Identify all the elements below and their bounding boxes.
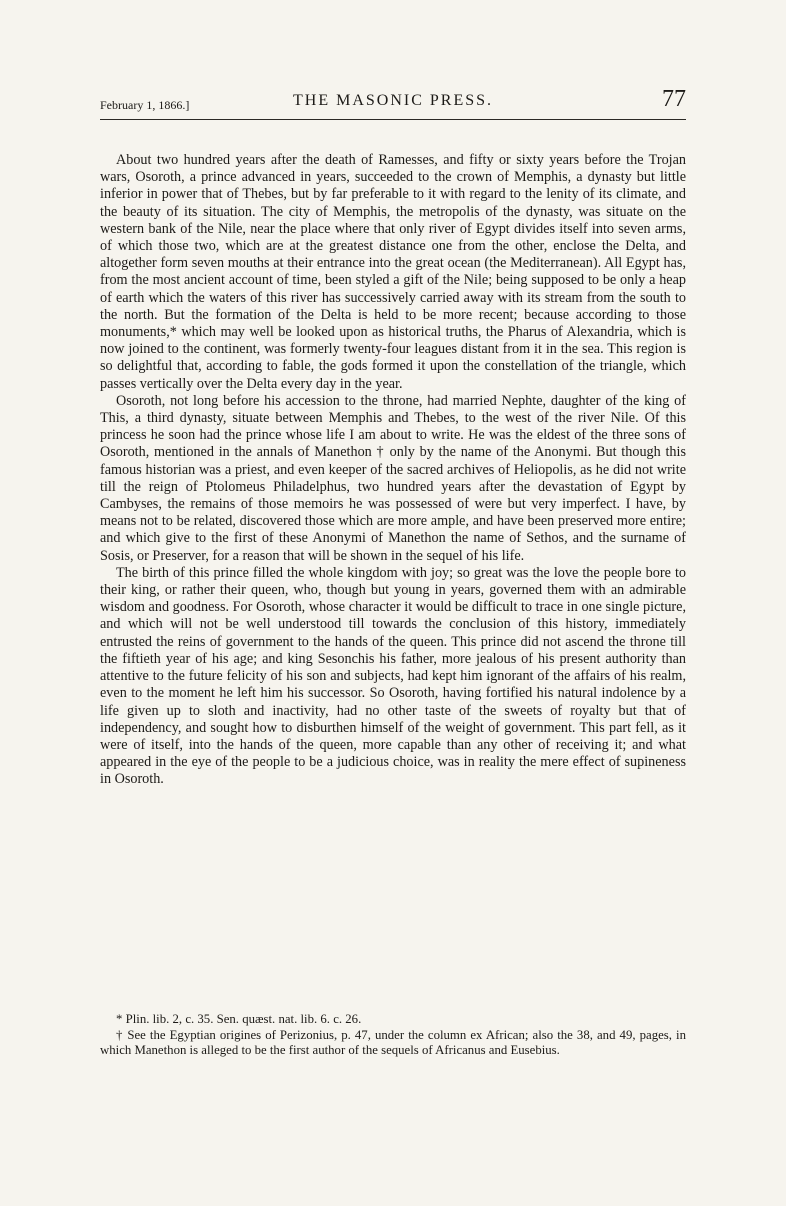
article-body — [100, 152, 686, 789]
paragraph: About two hundred years after the death of Ramesses, and fifty or sixty years before the Trojan wars, Osoroth, a prince advanced in years, succeeded to the crown of Memphis, a dynasty but little inferior in power that of Thebes, but by far preferable to it with regard to the lenity of its climate, and the beauty of its situation. The city of Memphis, the metropolis of the dynasty, was situate on the western bank of the Nile, near the place where that only river of Egypt divides itself into seven arms, of which those two, which are at the greatest distance one from the other, enclose the Delta, and altogether form seven mouths at their entrance into the great ocean (the Mediterranean). All Egypt has, from the most ancient account of time, been styled a gift of the Nile; being supposed to be only a heap of earth which the waters of this river has successively carried away with its stream from the south to the north. But the formation of the Delta is held to be more recent; because according to those monuments,* which may well be looked upon as historical truths, the Pharus of Alexandria, which is now joined to the continent, was formerly twenty-four leagues distant from it in the sea. This region is so delightful that, according to fable, the gods formed it upon the constellation of the triangle, which passes vertically over the Delta every day in the year. — [100, 152, 686, 392]
running-header — [100, 86, 686, 116]
footnote: * Plin. lib. 2, c. 35. Sen. quæst. nat. lib. 6. c. 26. — [116, 1012, 362, 1026]
paragraph: Osoroth, not long before his accession to the throne, had married Nephte, daughter of the king of This, a third dynasty, situate between Memphis and Thebes, to the west of the river Nile. Of this princess he soon had the prince whose life I am about to write. He was the eldest of the three sons of Osoroth, mentioned in the annals of Manethon † only by the name of the Anonymi. But though this famous historian was a priest, and even keeper of the sacred archives of Heliopolis, as he did not write till the reign of Ptolomeus Philadelphus, two hundred years after the devastation of Egypt by Cambyses, the remains of those memoirs he was possessed of were but very imperfect. I have, by means not to be related, discovered those which are more ample, and have been preserved more entire; and which give to the first of these Anonymi of Manethon the name of Sethos, and the surname of Sosis, or Preserver, for a reason that will be shown in the sequel of his life. — [100, 392, 686, 564]
header-date: February 1, 1866.] — [100, 98, 190, 112]
footnotes — [100, 1012, 686, 1059]
page-number: 77 — [662, 86, 686, 112]
paragraph: The birth of this prince filled the whole kingdom with joy; so great was the love the people bore to their king, or rather their queen, who, though but young in years, governed them with an admirable wisdom and goodness. For Osoroth, whose character it would be difficult to trace in one single picture, and which will not be well understood till towards the conclusion of this history, immediately entrusted the reins of government to the hands of the queen. This prince did not ascend the throne till the fiftieth year of his age; and king Sesonchis his father, more jealous of his present authority than attentive to the future felicity of his son and subjects, had kept him ignorant of the affairs of his realm, even to the moment he left him his successor. So Osoroth, having fortified his natural indolence by a life given up to sloth and inactivity, had no other taste of the sweets of royalty but that of independency, and sought how to disburthen himself of the weight of government. This part fell, as it were of itself, into the hands of the queen, more capable than any other of receiving it; and what appeared in the eye of the people to be a judicious choice, was in reality the mere effect of supineness in Osoroth. — [100, 564, 686, 788]
header-title: THE MASONIC PRESS. — [292, 92, 494, 109]
footnote: † See the Egyptian origines of Perizonius, p. 47, under the column ex African; also the 38, and 49, pages, in which Manethon is alleged to be the first author of the sequels of Africanus and Eusebius. — [100, 1027, 686, 1057]
header-rule — [100, 119, 686, 120]
